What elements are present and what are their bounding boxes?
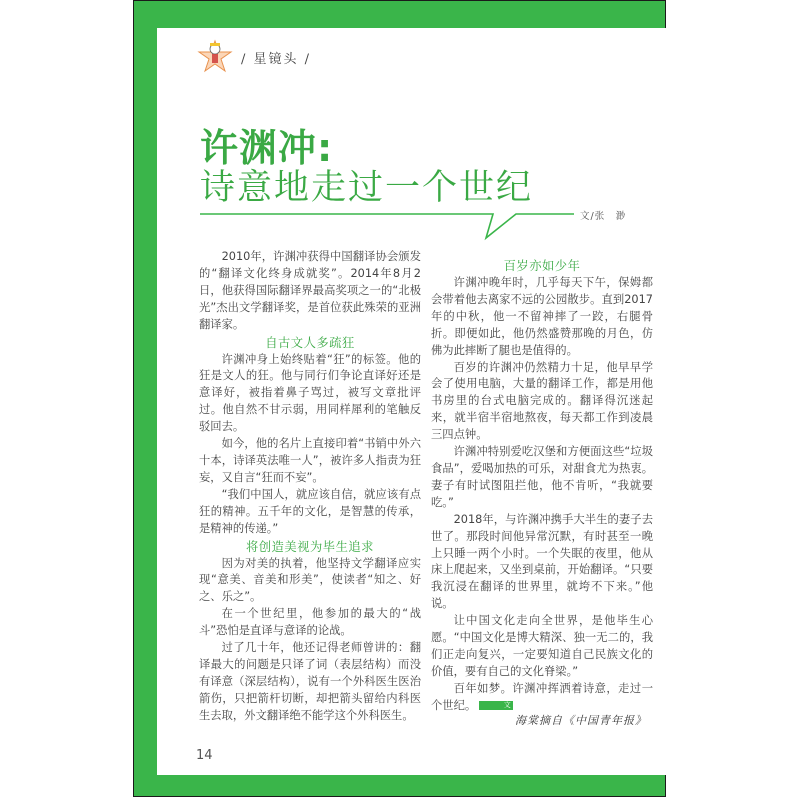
paragraph: 许渊冲身上始终贴着“狂”的标签。他的狂是文人的狂。他与同行们争论直译好还是意译好，被指着鼻子骂过，被写文章批评过。他自然不甘示弱，用同样犀利的笔触反驳回去。 (199, 352, 421, 434)
section-heading: 自古文人多疏狂 (265, 335, 355, 350)
speech-bubble-rule (198, 208, 578, 242)
section-label: / 星镜头 / (241, 51, 312, 67)
article-column-left (199, 249, 421, 725)
source-credit: 海棠摘自《中国青年报》 (515, 714, 647, 727)
paragraph: 过了几十年，他还记得老师曾讲的：翻译最大的问题是只译了词（表层结构）而没有译意（深层结构），说有一个外科医生医治箭伤，只把箭杆切断，却把箭头留给内科医生去取，外文翻译绝不能学这个外科医生。 (199, 641, 421, 722)
author-byline: 文/张 渺 (580, 211, 627, 222)
paragraph: 百岁的许渊冲仍然精力十足，他早早学会了使用电脑，大量的翻译工作，都是用他书房里的台式电脑完成的。翻译得沉迷起来，就半宿半宿地熬夜，每天都工作到凌晨三四点钟。 (431, 360, 653, 442)
paragraph: 许渊冲晚年时，几乎每天下午，保姆都会带着他去离家不远的公园散步。直到2017年的中秋，他一不留神摔了一跤，右腿骨折。即便如此，他仍然盛赞那晚的月色，仿佛为此摔断了腿也是值得的。 (431, 276, 653, 357)
section-header (197, 37, 311, 77)
paragraph: 让中国文化走向全世界，是他毕生心愿。“中国文化是博大精深、独一无二的，我们正走向复兴，一定要知道自己民族文化的价值，要有自己的文化脊梁。” (431, 614, 653, 678)
section-heading: 将创造美视为毕生追求 (246, 539, 374, 554)
paragraph: 因为对美的执着，他坚持文学翻译应实现“意美、音美和形美”，使读者“知之、好之、乐之”。 (199, 556, 421, 604)
article-title-subtitle: 诗意地走过一个世纪 (200, 168, 534, 208)
paragraph-text: 百年如梦。许渊冲挥洒着诗意，走过一个世纪。 (431, 681, 653, 712)
paragraph: 2010年，许渊冲获得中国翻译协会颁发的“翻译文化终身成就奖”。2014年8月2日，他获得国际翻译界最高奖项之一的“北极光”杰出文学翻译奖，是首位获此殊荣的亚洲翻译家。 (199, 250, 421, 331)
article-title-name: 许渊冲: (200, 126, 334, 170)
paragraph: 在一个世纪里，他参加的最大的“战斗”恐怕是直译与意译的论战。 (199, 607, 421, 638)
page-number: 14 (196, 748, 213, 763)
paragraph: “我们中国人，就应该自信，就应该有点狂的精神。五千年的文化，是智慧的传承，是精神的传递。” (199, 487, 421, 535)
star-mascot-icon (197, 39, 233, 75)
section-heading: 百岁亦如少年 (503, 259, 581, 273)
end-mark-icon: 文 (479, 701, 513, 710)
paragraph-final (431, 681, 653, 715)
paragraph: 2018年，与许渊冲携手大半生的妻子去世了。那段时间他异常沉默，有时甚至一晚上只睡一两个小时。一个失眠的夜里，他从床上爬起来，又坐到桌前，开始翻译。“只要我沉浸在翻译的世界里，就垮不下来。”他说。 (431, 512, 653, 611)
paragraph: 许渊冲特别爱吃汉堡和方便面这些“垃圾食品”，爱喝加热的可乐，对甜食尤为热衷。妻子有时试图阻拦他，他不肯听，“我就要吃。” (431, 445, 653, 509)
paragraph: 如今，他的名片上直接印着“书销中外六十本，诗译英法唯一人”，被许多人指责为狂妄，又自言“狂而不妄”。 (199, 437, 421, 484)
article-column-right (431, 257, 653, 715)
